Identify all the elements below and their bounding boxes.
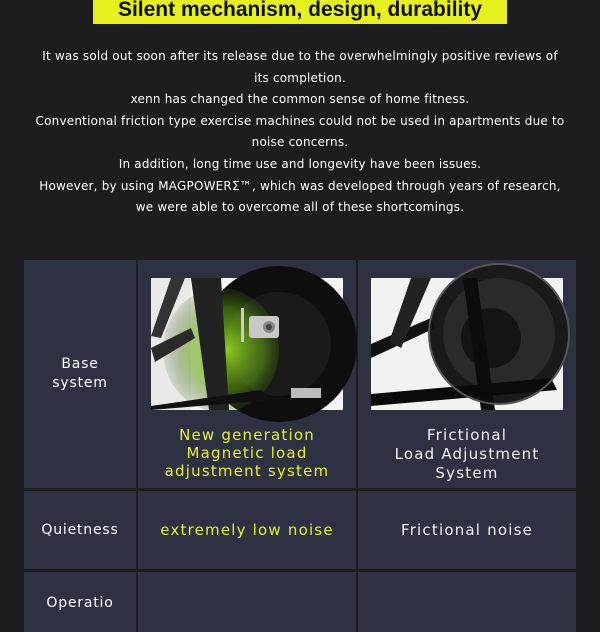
label-line: system — [52, 375, 108, 391]
intro-line: we were able to overcome all of these shortcomings. — [135, 200, 465, 215]
intro-line: xenn has changed the common sense of home fitness. — [130, 92, 470, 107]
friction-flywheel-photo — [371, 278, 563, 410]
magnetic-quietness-text: extremely low noise — [160, 521, 334, 539]
label-line: Operatio — [46, 595, 114, 611]
friction-line: Frictional — [426, 426, 508, 444]
friction-system-cell — [358, 260, 576, 488]
label-line: Quietness — [41, 521, 119, 538]
friction-quietness-text: Frictional noise — [400, 520, 534, 539]
friction-quietness-cell — [358, 491, 576, 569]
magnetic-system-cell — [138, 260, 356, 488]
magnetic-system-text — [138, 426, 356, 480]
magnetic-line: adjustment system — [164, 462, 330, 480]
label-line: Base — [61, 356, 99, 372]
intro-line: Conventional friction type exercise machines could not be used in apartments due to — [35, 113, 565, 128]
magnetic-flywheel-photo — [151, 278, 343, 410]
friction-operation-cell — [358, 572, 576, 632]
magnetic-operation-cell — [138, 572, 356, 632]
comparison-table — [24, 260, 576, 611]
section-headline: Silent mechanism, design, durability — [93, 0, 507, 24]
magnetic-quietness-cell — [138, 491, 356, 569]
friction-system-text — [358, 426, 576, 483]
friction-line: Load Adjustment — [394, 445, 540, 463]
row-label-quietness — [24, 491, 136, 569]
row-label-operation — [24, 572, 136, 632]
magnetic-line: New generation — [179, 426, 315, 444]
intro-line: its completion. — [254, 70, 346, 85]
intro-line: It was sold out soon after its release due to the overwhelmingly positive reviews of — [42, 49, 558, 63]
intro-line: In addition, long time use and longevity have been issues. — [118, 156, 482, 171]
friction-line: System — [435, 464, 499, 482]
row-label-base-system — [24, 260, 136, 488]
magnetic-line: Magnetic load — [186, 444, 308, 462]
intro-line: noise concerns. — [251, 135, 349, 150]
intro-paragraph — [30, 46, 570, 219]
intro-line: However, by using MAGPOWERΣ™, which was developed through years of research, — [39, 178, 561, 193]
